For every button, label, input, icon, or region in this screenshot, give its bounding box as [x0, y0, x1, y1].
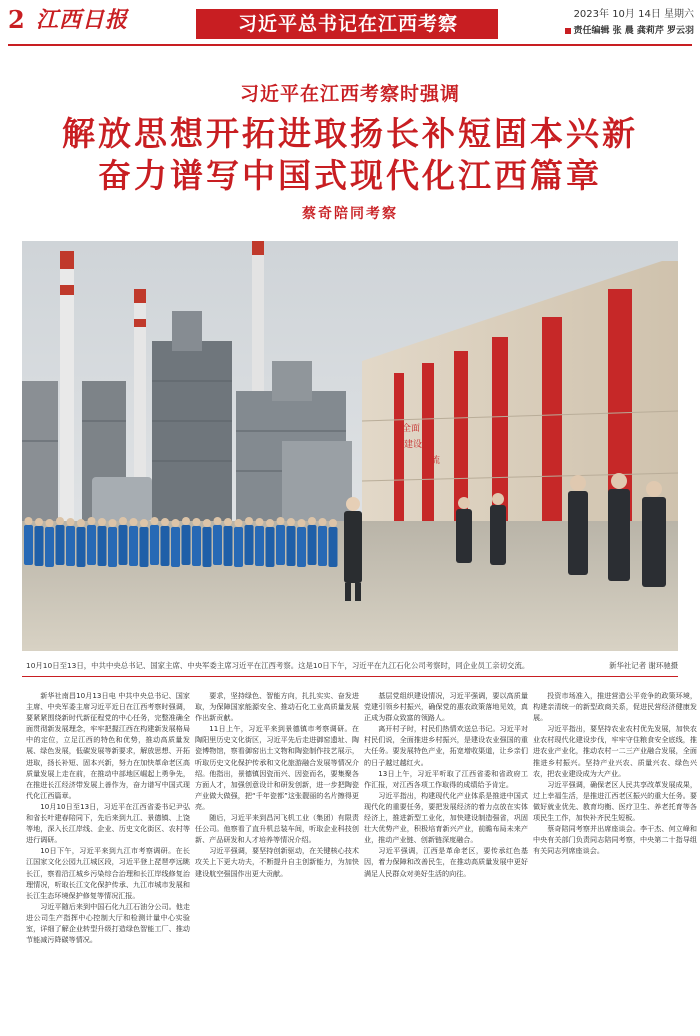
worker-figure [140, 527, 149, 567]
worker-head [329, 519, 337, 527]
body-paragraph: 蔡奇陪同考察并出席座谈会。李干杰、何立峰和中央有关部门负责同志陪同考察，中央第二十指导组有关同志列席座谈会。 [533, 824, 697, 856]
editor-names: 责任编辑 张 晨 龚莉芹 罗云羽 [573, 26, 694, 36]
worker-head [161, 518, 169, 526]
worker-figure [287, 526, 296, 566]
worker-figure [129, 526, 138, 566]
worker-head [109, 519, 117, 527]
body-paragraph: 习近平随后来到中国石化九江石油分公司。他走进公司生产指挥中心控制大厅和检测计量中心实验室，详细了解企业转型升级打造绿色智能工厂、推动节能减污降碳等情况。 [26, 901, 190, 945]
photo-credit: 新华社记者 谢环驰摄 [609, 661, 678, 670]
body-paragraph: 离开村子时，村民们热情欢送总书记。习近平对村民们说，全面推进乡村振兴，是建设农业强国的重大任务。要发展特色产业，拓宽增收渠道，让乡亲们的日子越过越红火。 [364, 724, 528, 767]
worker-figure [234, 527, 243, 567]
headline-line-2: 奋力谱写中国式现代化江西篇章 [98, 156, 602, 195]
article-kicker: 习近平在江西考察时强调 [239, 83, 460, 105]
column-title: 习近平总书记在江西考察 [237, 13, 458, 35]
page-number: 2 [8, 5, 25, 34]
worker-figure [245, 525, 254, 565]
worker-head [245, 517, 253, 525]
worker-figure [297, 527, 306, 567]
worker-figure [35, 526, 44, 566]
worker-figure [318, 526, 327, 566]
worker-head [203, 519, 211, 527]
article-byline: 蔡奇陪同考察 [302, 206, 398, 222]
body-paragraph: 新华社南昌10月13日电 中共中央总书记、国家主席、中央军委主席习近平近日在江西考察时强调，要紧紧围绕新时代新征程党的中心任务，完整准确全面贯彻新发展理念，牢牢把握江西在构建新发展格局中的定位，立足江西的特色和优势，推动高质量发展、绿色发展，低碳发展等新要求，解放思想、开拓进取，扬长补短、固本兴新，努力在加快革命老区高质量发展上走在前，在推动中部地区崛起上勇争先，在推进长江经济带发展上善作为，奋力谱写中国式现代化江西篇章。 [26, 691, 190, 800]
worker-head [235, 519, 243, 527]
worker-figure [150, 525, 159, 565]
worker-figure [276, 525, 285, 565]
worker-head [298, 519, 306, 527]
worker-figure [192, 526, 201, 566]
worker-figure [203, 527, 212, 567]
worker-head [130, 518, 138, 526]
body-paragraph: 10日下午，习近平来到九江市考察调研。在长江国家文化公园九江城区段，习近平登上琵琶亭远眺长江，察看沿江城乡污染综合治理和长江岸线修复治理情况，听取长江文化保护传承、九江市城市发展和长江生态环境保护修复等情况汇报。 [26, 846, 190, 900]
worker-head [287, 518, 295, 526]
worker-figure [182, 525, 191, 565]
worker-head [25, 517, 33, 525]
worker-figure [24, 525, 33, 565]
building-sign: 建设 [404, 440, 423, 450]
headline-line-1: 解放思想开拓进取扬长补短固本兴新 [62, 114, 638, 153]
body-paragraph: 习近平强调，江西是革命老区，要传承红色基因，着力保障和改善民生，在推动高质量发展中更好满足人民群众对美好生活的向往。 [364, 846, 528, 878]
worker-head [256, 518, 264, 526]
body-paragraph: 习近平指出，构建现代化产业体系是推进中国式现代化的重要任务，要把发展经济的着力点放在实体经济上，推进新型工业化，加快建设制造强省，巩固壮大优势产业，积极培育新兴产业，前瞻布局未来产业，推动产业链、创新链深度融合。 [364, 790, 528, 845]
refinery-visit-photo [22, 241, 678, 651]
editor-credits [514, 24, 694, 38]
worker-head [319, 518, 327, 526]
building-sign: 全面 [402, 424, 421, 434]
worker-head [266, 519, 274, 527]
worker-head [151, 517, 159, 525]
photo-caption: 10月10日至13日，中共中央总书记、国家主席、中央军委主席习近平在江西考察。这是10日下午，习近平在九江石化公司考察时，同企业员工亲切交流。 [26, 661, 530, 670]
worker-figure [56, 525, 65, 565]
worker-figure [66, 526, 75, 566]
worker-figure [329, 527, 338, 567]
worker-head [308, 517, 316, 525]
worker-head [224, 518, 232, 526]
worker-figure [161, 526, 170, 566]
worker-figure [255, 526, 264, 566]
body-paragraph: 习近平强调，要坚持创新驱动，在关键核心技术攻关上下更大功夫，不断提升自主创新能力，为加快建设航空强国作出更大贡献。 [195, 846, 359, 878]
worker-head [35, 518, 43, 526]
worker-head [88, 517, 96, 525]
body-column-3 [364, 690, 528, 1028]
worker-head [277, 517, 285, 525]
body-paragraph: 11日上午，习近平来到景德镇市考察调研。在陶阳里历史文化街区，习近平先后走进御窑遗址、陶瓷博物馆，察看御窑出土文物和陶瓷制作技艺展示，听取历史文化保护传承和文化旅游融合发展等情况介绍。他指出，景德镇因瓷而兴、因瓷而名，要集聚各方面人才，加强创意设计和研发创新，进一步把陶瓷产业做大做强，把“千年瓷都”这张靓丽的名片擦得更亮。 [195, 724, 359, 811]
news-photo [22, 241, 678, 651]
worker-head [172, 519, 180, 527]
body-column-4 [533, 690, 697, 1028]
body-paragraph: 13日上午，习近平听取了江西省委和省政府工作汇报，对江西各项工作取得的成绩给予肯定。 [364, 768, 528, 789]
worker-figure [266, 527, 275, 567]
building-sign: 一流 [422, 456, 441, 466]
worker-head [67, 518, 75, 526]
worker-figure [119, 525, 128, 565]
worker-head [98, 518, 106, 526]
worker-figure [213, 525, 222, 565]
worker-figure [224, 526, 233, 566]
worker-figure [77, 527, 86, 567]
worker-figure [98, 526, 107, 566]
body-paragraph: 习近平强调，确保老区人民共享改革发展成果，过上幸福生活，是推进江西老区振兴的重大任务。要做好就业优先、教育均衡、医疗卫生、养老托育等各项民生工作，加快补齐民生短板。 [533, 779, 697, 823]
body-paragraph: 10月10日至13日，习近平在江西省委书记尹弘和省长叶建春陪同下，先后来到九江、景德镇、上饶等地，深入长江岸线、企业、历史文化街区、农村等进行调研。 [26, 801, 190, 845]
body-column-1 [26, 690, 190, 1028]
worker-head [46, 519, 54, 527]
body-column-2 [195, 690, 359, 1028]
worker-head [56, 517, 64, 525]
editor-marker-icon [565, 28, 571, 34]
photo-divider [22, 676, 678, 677]
issue-date: 2023年 10月 14日 星期六 [573, 9, 694, 20]
newspaper-logo: 江西日报 [36, 7, 129, 33]
worker-figure [308, 525, 317, 565]
worker-head [119, 517, 127, 525]
body-paragraph: 投资市场准入，推进营造公平竞争的政策环境，构建亲清统一的新型政商关系，促进民营经济健康发展。 [533, 691, 697, 723]
body-paragraph: 习近平指出，要坚持农业农村优先发展，加快农业农村现代化建设步伐，牢牢守住粮食安全底线，推进农业产业化，推动农村一二三产业融合发展，全面推进乡村振兴。坚持产业兴农、质量兴农、绿色兴农，把农业建设成为大产业。 [533, 724, 697, 778]
worker-figure [45, 527, 54, 567]
worker-figure [108, 527, 117, 567]
worker-figure [171, 527, 180, 567]
worker-head [214, 517, 222, 525]
worker-head [77, 519, 85, 527]
body-paragraph: 要求，坚持绿色、智能方向，扎扎实实、奋发进取，为保障国家能源安全、推动石化工业高质量发展作出新贡献。 [195, 691, 359, 723]
body-paragraph: 随后，习近平来到昌河飞机工业（集团）有限责任公司。他察看了直升机总装车间，听取企业科技创新、产品研发和人才培养等情况介绍。 [195, 813, 359, 845]
worker-head [140, 519, 148, 527]
header-divider [8, 44, 692, 46]
body-paragraph: 基层党组织建设情况，习近平强调，要以高质量党建引领乡村振兴，确保党的惠农政策落地见效，真正成为群众致富的领路人。 [364, 691, 528, 723]
worker-figure [87, 525, 96, 565]
worker-head [193, 518, 201, 526]
worker-head [182, 517, 190, 525]
